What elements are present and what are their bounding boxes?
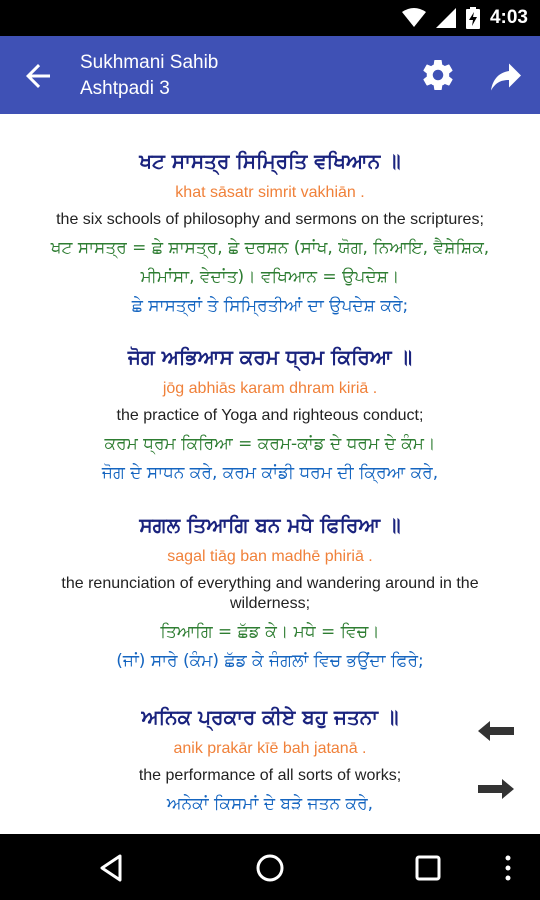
app-title: Sukhmani Sahib: [80, 52, 219, 73]
next-arrow-icon[interactable]: [476, 774, 516, 804]
verse-glossary: ਖਟ ਸਾਸਤ੍ਰ = ਛੇ ਸ਼ਾਸਤ੍ਰ, ਛੇ ਦਰਸ਼ਨ (ਸਾਂਖ, ਯੋਗ, ਨਿਆਇ, ਵੈਸ਼ੇਸ਼ਿਕ, ਮੀਮਾਂਸਾ, ਵੇਦਾਂਤ)। ਵਖਿਆਨ = ਉਪਦੇਸ਼।: [50, 238, 490, 287]
verse-4: [0, 704, 540, 818]
verse-transliteration: sagal tiāg ban madhē phiriā .: [167, 548, 373, 565]
verse-transliteration: jōg abhiās karam dhram kiriā .: [162, 380, 378, 397]
status-bar: [0, 0, 540, 36]
verse-3: [0, 512, 540, 675]
app-bar-titles: [80, 50, 218, 102]
app-subtitle: Ashtpadi 3: [80, 78, 170, 99]
verse-2: [0, 344, 540, 487]
overflow-menu-icon[interactable]: [500, 852, 516, 884]
verse-meaning: ਜੋਗ ਦੇ ਸਾਧਨ ਕਰੇ, ਕਰਮ ਕਾਂਡੀ ਧਰਮ ਦੀ ਕ੍ਰਿਆ ਕਰੇ,: [101, 463, 439, 483]
status-icons: [402, 6, 528, 30]
share-icon[interactable]: [488, 59, 524, 95]
verse-english: the practice of Yoga and righteous conduct;: [116, 407, 424, 424]
back-triangle-icon[interactable]: [96, 852, 128, 884]
verse-meaning: ਅਨੇਕਾਂ ਕਿਸਮਾਂ ਦੇ ਬੜੇ ਜਤਨ ਕਰੇ,: [166, 794, 374, 814]
verse-transliteration: khat sāsatr simrit vakhiān .: [175, 184, 365, 201]
verse-gurmukhi: ਖਟ ਸਾਸਤ੍ਰ ਸਿਮ੍ਰਿਤਿ ਵਖਿਆਨ ॥: [139, 149, 401, 173]
content-scroll[interactable]: [0, 114, 540, 834]
verse-transliteration: anik prakār kīē bah jatanā .: [173, 740, 367, 757]
verse-meaning: ਛੇ ਸਾਸਤ੍ਰਾਂ ਤੇ ਸਿਮ੍ਰਿਤੀਆਂ ਦਾ ਉਪਦੇਸ਼ ਕਰੇ;: [131, 296, 409, 316]
verse-glossary: ਤਿਆਗਿ = ਛੱਡ ਕੇ। ਮਧੇ = ਵਿਚ।: [160, 622, 380, 642]
verse-meaning: (ਜਾਂ) ਸਾਰੇ (ਕੰਮ) ਛੱਡ ਕੇ ਜੰਗਲਾਂ ਵਿਚ ਭਉਂਦਾ ਫਿਰੇ;: [116, 651, 424, 671]
recents-square-icon[interactable]: [412, 852, 444, 884]
previous-arrow-icon[interactable]: [476, 716, 516, 746]
verse-glossary: ਕਰਮ ਧ੍ਰਮ ਕਿਰਿਆ = ਕਰਮ-ਕਾਂਡ ਦੇ ਧਰਮ ਦੇ ਕੰਮ।: [104, 434, 436, 454]
verse-gurmukhi: ਅਨਿਕ ਪ੍ਰਕਾਰ ਕੀਏ ਬਹੁ ਜਤਨਾ ॥: [141, 705, 399, 729]
verse-gurmukhi: ਜੋਗ ਅਭਿਆਸ ਕਰਮ ਧ੍ਰਮ ਕਿਰਿਆ ॥: [127, 345, 413, 369]
home-circle-icon[interactable]: [254, 852, 286, 884]
status-time: 4:03: [489, 7, 528, 28]
signal-icon: [436, 8, 456, 28]
gear-icon[interactable]: [420, 57, 456, 93]
verse-english: the renunciation of everything and wandering around in the wilderness;: [61, 575, 479, 612]
system-nav-bar: [0, 834, 540, 900]
back-arrow-icon[interactable]: [20, 58, 56, 94]
app-bar: [0, 36, 540, 114]
verse-english: the six schools of philosophy and sermons on the scriptures;: [56, 211, 484, 228]
battery-charging-icon: [466, 7, 480, 29]
wifi-icon: [402, 8, 426, 28]
verse-1: [0, 148, 540, 320]
verse-gurmukhi: ਸਗਲ ਤਿਆਗਿ ਬਨ ਮਧੇ ਫਿਰਿਆ ॥: [139, 513, 401, 537]
verse-english: the performance of all sorts of works;: [138, 767, 402, 784]
